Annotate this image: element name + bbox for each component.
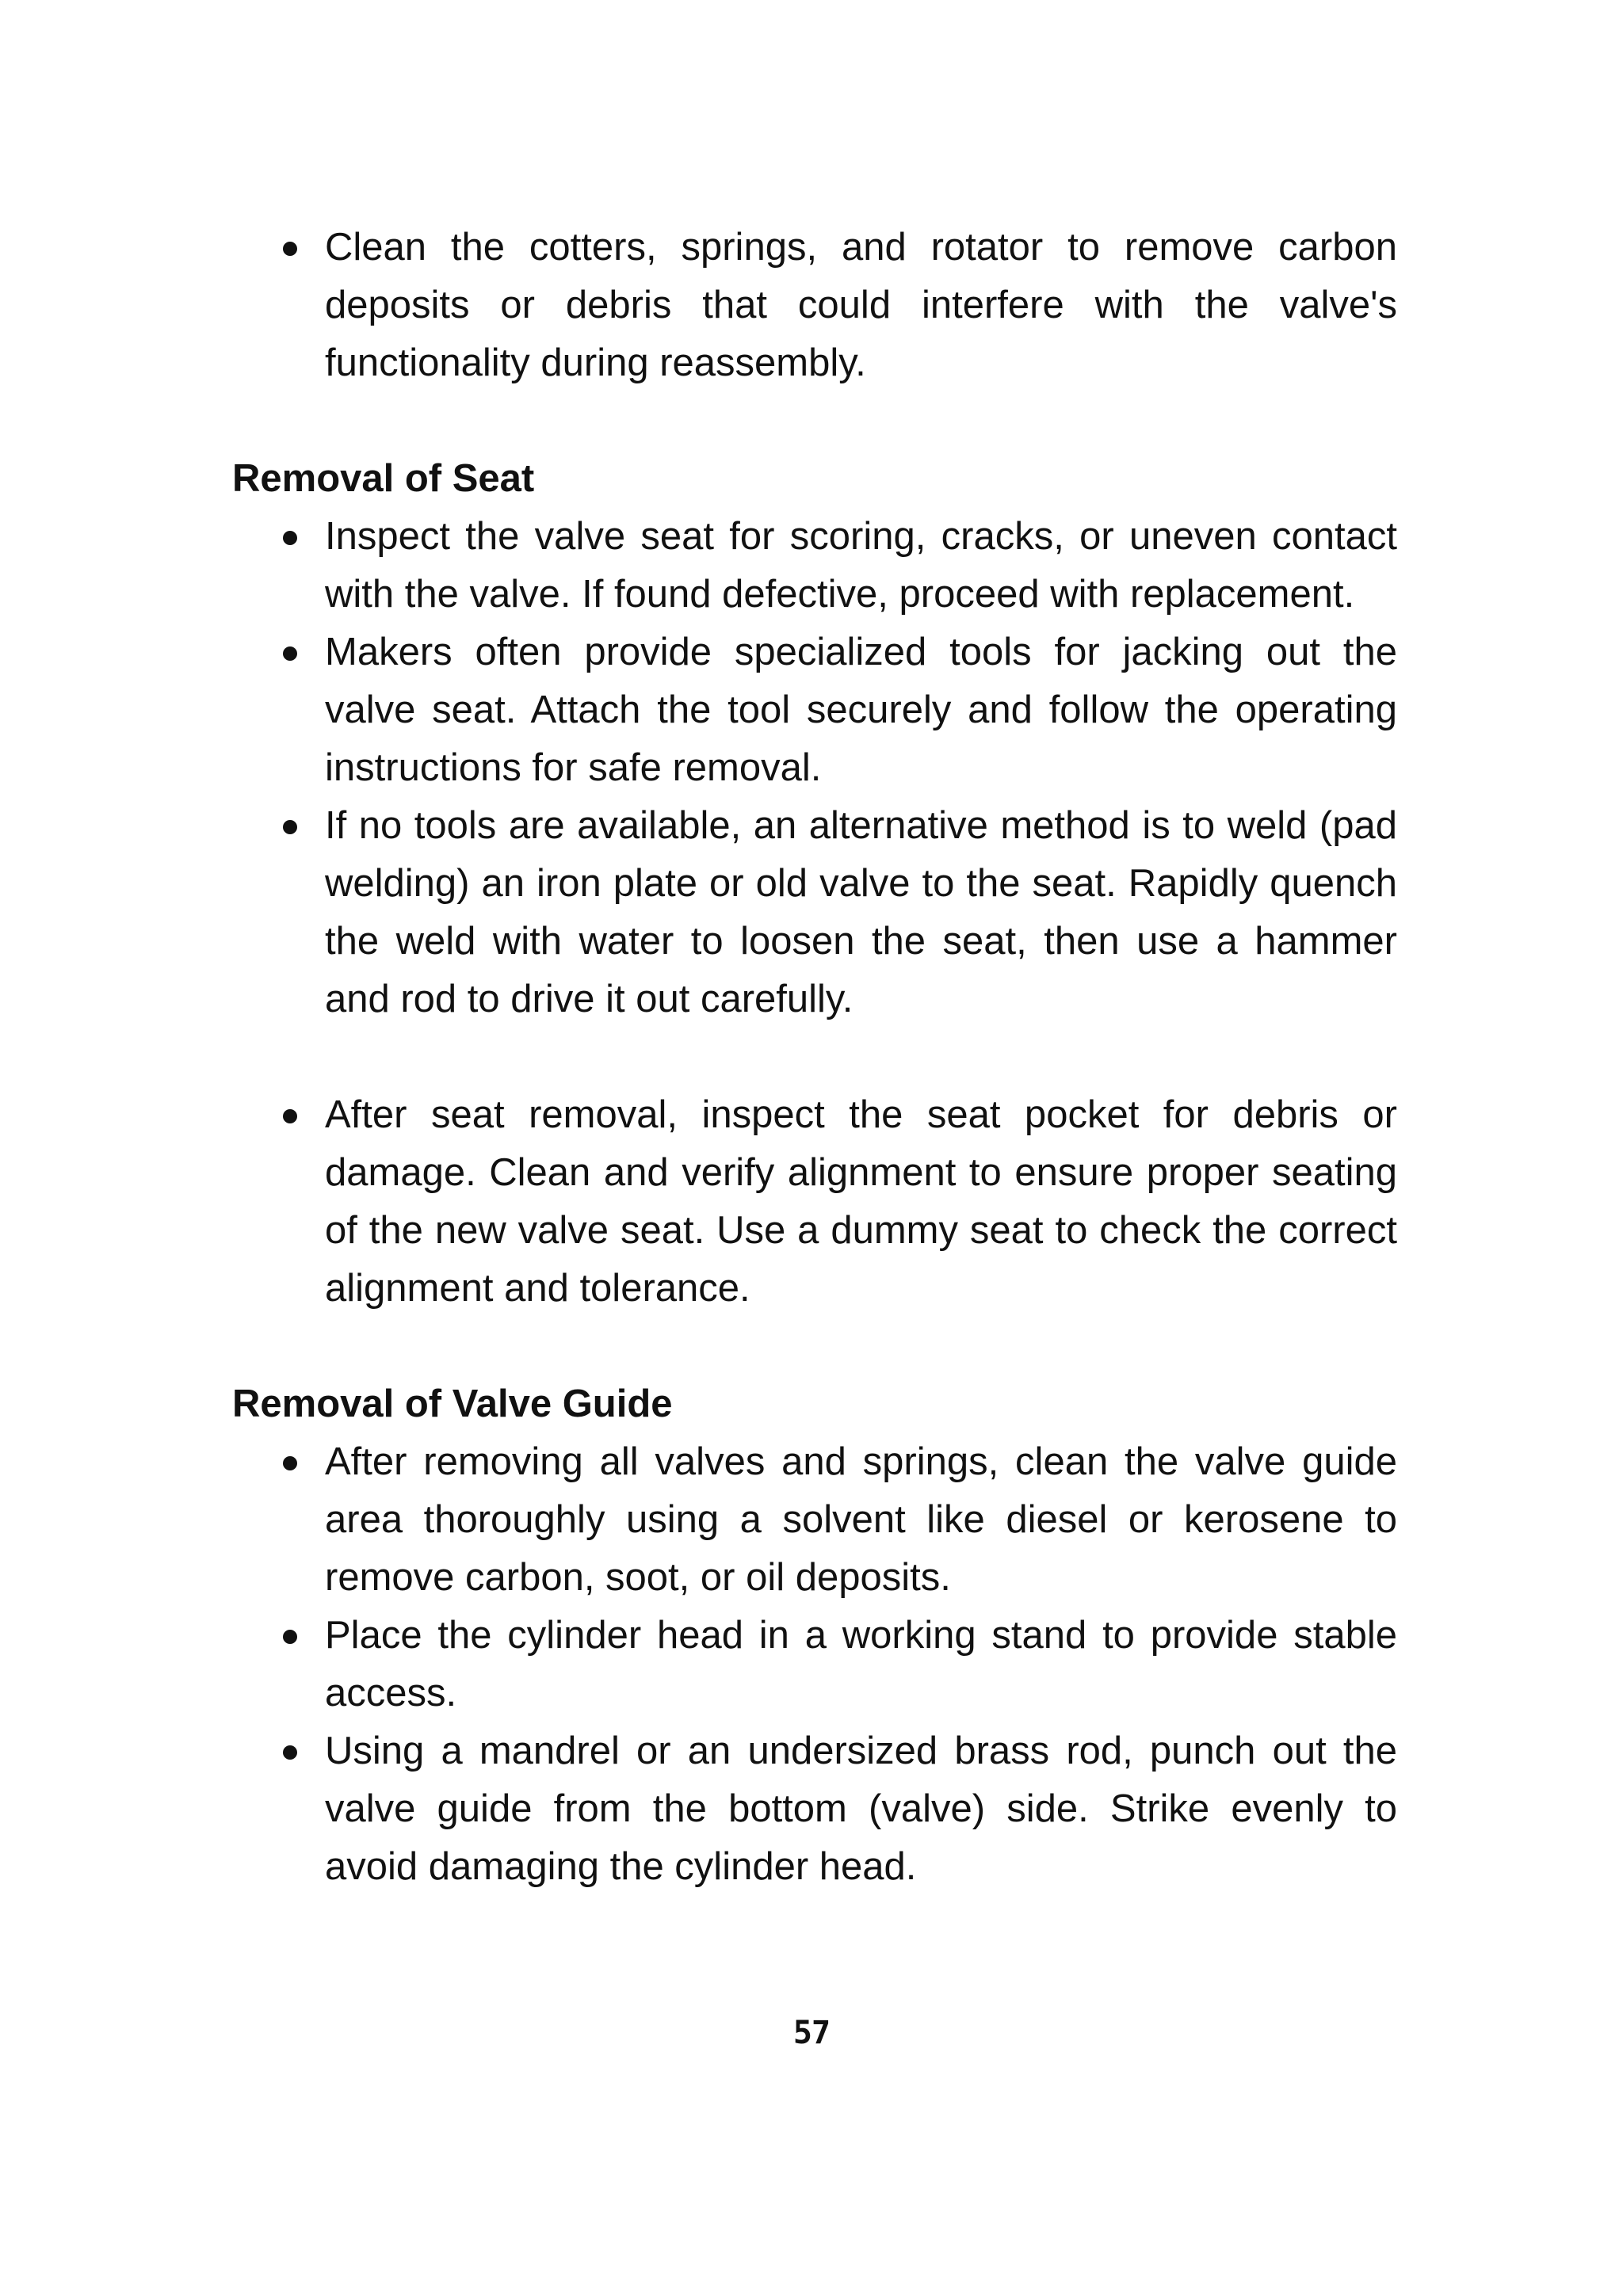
bullet-icon	[283, 646, 297, 661]
list-item	[232, 1086, 1397, 1318]
list-item	[232, 797, 1397, 1028]
bullet-icon	[283, 1745, 297, 1760]
list-item-text: Clean the cotters, springs, and rotator to remove carbon deposits or debris that could interfere with the valve's functionality during reassembly.	[325, 226, 1397, 384]
list-item	[232, 1722, 1397, 1896]
section-heading-removal-of-seat: Removal of Seat	[232, 457, 535, 500]
list-item-text: If no tools are available, an alternative method is to weld (pad welding) an iron plate or old valve to the seat. Rapidly quench the weld with water to loosen the seat, then use a hammer and rod to drive it out carefully.	[325, 804, 1397, 1020]
page-content	[232, 219, 1397, 1896]
bullet-icon	[283, 820, 297, 834]
page-number: 57	[792, 2015, 831, 2051]
list-item-text: Place the cylinder head in a working stand to provide stable access.	[325, 1614, 1397, 1714]
guide-bullet-list	[232, 1433, 1397, 1896]
list-item-text: Using a mandrel or an undersized brass rod, punch out the valve guide from the bottom (valve) side. Strike evenly to avoid damaging the cylinder head.	[325, 1730, 1397, 1888]
list-item	[232, 1433, 1397, 1607]
bullet-icon	[283, 242, 297, 256]
list-item-text: After seat removal, inspect the seat pocket for debris or damage. Clean and verify alignment to ensure proper seating of the new valve seat. Use a dummy seat to check the correct alignment and tolerance.	[325, 1093, 1397, 1310]
list-item	[232, 219, 1397, 392]
intro-bullet-list	[232, 219, 1397, 392]
blank-line	[232, 1028, 1397, 1086]
list-item	[232, 508, 1397, 624]
bullet-icon	[283, 1456, 297, 1470]
list-item-text: Makers often provide specialized tools for jacking out the valve seat. Attach the tool securely and follow the operating instructions for safe removal.	[325, 631, 1397, 789]
section-heading-removal-of-valve-guide: Removal of Valve Guide	[232, 1383, 673, 1425]
list-item	[232, 624, 1397, 797]
list-item	[232, 1607, 1397, 1722]
list-item-text: Inspect the valve seat for scoring, cracks, or uneven contact with the valve. If found defective, proceed with replacement.	[325, 515, 1397, 616]
bullet-icon	[283, 1630, 297, 1644]
list-item-text: After removing all valves and springs, clean the valve guide area thoroughly using a solvent like diesel or kerosene to remove carbon, soot, or oil deposits.	[325, 1440, 1397, 1599]
seat-bullet-list	[232, 508, 1397, 1318]
bullet-icon	[283, 1109, 297, 1123]
bullet-icon	[283, 531, 297, 545]
